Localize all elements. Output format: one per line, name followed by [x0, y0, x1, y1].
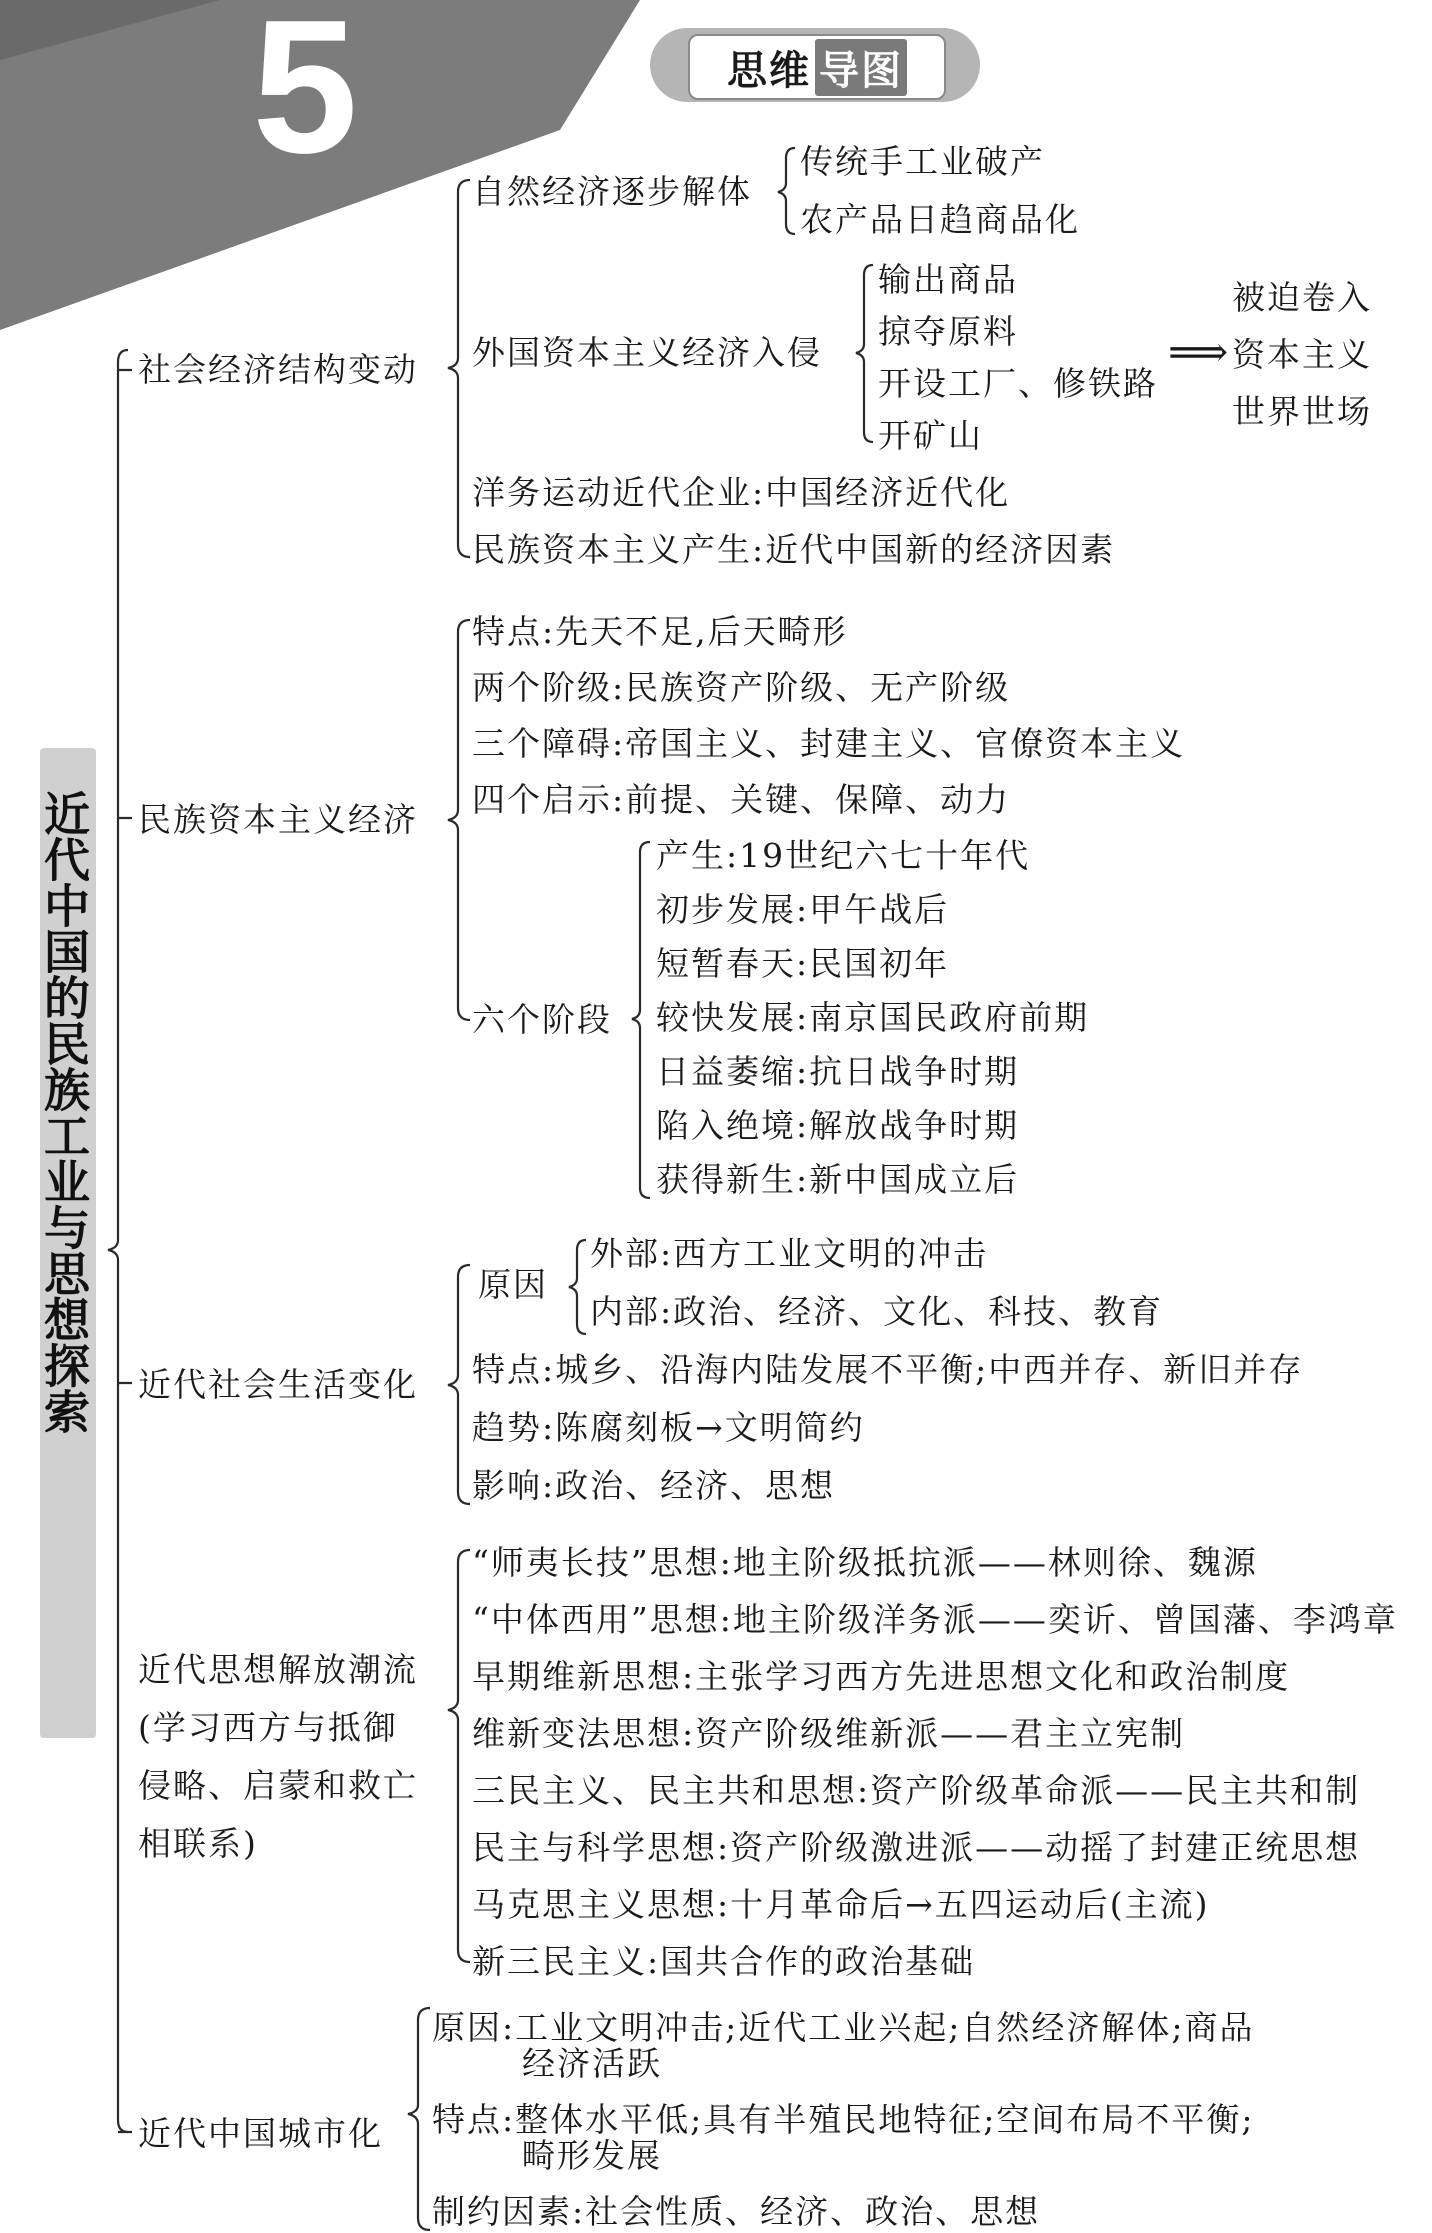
stage-item: 日益萎缩:抗日战争时期 — [656, 1052, 1020, 1091]
brace-causes — [569, 1240, 586, 1334]
stage-item: 初步发展:甲午战后 — [656, 890, 950, 929]
topic3-line: 特点:城乡、沿海内陆发展不平衡;中西并存、新旧并存 — [472, 1350, 1304, 1389]
topic4-line: 新三民主义:国共合作的政治基础 — [472, 1942, 976, 1981]
badge-text-part1: 思维 — [727, 47, 811, 94]
result-line: 世界世场 — [1232, 392, 1372, 431]
topic4-line: “师夷长技”思想:地主阶级抵抗派——林则徐、魏源 — [472, 1543, 1258, 1582]
topic4-label: 近代思想解放潮流 — [138, 1650, 418, 1689]
topic4-line: “中体西用”思想:地主阶级洋务派——奕䜣、曾国藩、李鸿章 — [472, 1600, 1398, 1639]
brace-natural — [778, 148, 795, 234]
topic5-label: 近代中国城市化 — [138, 2114, 383, 2153]
topic5-feature-cont: 畸形发展 — [522, 2136, 662, 2175]
cause-item: 外部:西方工业文明的冲击 — [590, 1234, 989, 1273]
side-title: 近代中国的民族工业与思想探索 — [37, 790, 91, 1434]
topic2-line: 两个阶级:民族资产阶级、无产阶级 — [472, 668, 1011, 707]
brace-topic2 — [448, 620, 470, 1020]
natural-item: 传统手工业破产 — [800, 142, 1045, 181]
natural-item: 农产品日趋商品化 — [800, 200, 1080, 239]
topic4-line: 维新变法思想:资产阶级维新派——君主立宪制 — [472, 1714, 1186, 1753]
topic4-label: 侵略、启蒙和救亡 — [138, 1766, 418, 1805]
topic2-line: 四个启示:前提、关键、保障、动力 — [472, 780, 1011, 819]
stage-item: 获得新生:新中国成立后 — [656, 1160, 1020, 1199]
stage-item: 陷入绝境:解放战争时期 — [656, 1106, 1020, 1145]
topic5-feature: 特点:整体水平低;具有半殖民地特征;空间布局不平衡; — [432, 2100, 1255, 2139]
foreign-item: 开设工厂、修铁路 — [878, 364, 1158, 403]
foreign-invasion-label: 外国资本主义经济入侵 — [472, 333, 822, 372]
topic1-label: 社会经济结构变动 — [138, 350, 418, 389]
topic4-line: 马克思主义思想:十月革命后→五四运动后(主流) — [472, 1885, 1210, 1924]
topic4-label: 相联系) — [138, 1824, 258, 1863]
foreign-item: 开矿山 — [878, 416, 983, 455]
topic1-line: 洋务运动近代企业:中国经济近代化 — [472, 473, 1011, 512]
brace-stages — [632, 842, 650, 1198]
foreign-item: 掠夺原料 — [878, 312, 1018, 351]
topic4-label: (学习西方与抵御 — [138, 1708, 398, 1747]
foreign-item: 输出商品 — [878, 260, 1018, 299]
mind-map-badge — [688, 34, 946, 100]
topic2-label: 民族资本主义经济 — [138, 800, 418, 839]
badge-text-part2: 导图 — [815, 39, 907, 96]
double-arrow-icon: ⟹ — [1168, 327, 1231, 376]
stage-item: 短暂春天:民国初年 — [656, 944, 950, 983]
cause-item: 内部:政治、经济、文化、科技、教育 — [590, 1292, 1164, 1331]
stages-label: 六个阶段 — [472, 1000, 612, 1039]
topic4-line: 早期维新思想:主张学习西方先进思想文化和政治制度 — [472, 1657, 1291, 1696]
topic5-limit: 制约因素:社会性质、经济、政治、思想 — [432, 2192, 1041, 2231]
topic3-line: 趋势:陈腐刻板→文明简约 — [472, 1408, 865, 1447]
topic3-label: 近代社会生活变化 — [138, 1365, 418, 1404]
brace-topic3 — [448, 1265, 470, 1504]
stage-item: 产生:19世纪六七十年代 — [656, 836, 1031, 875]
brace-topic5 — [408, 2008, 430, 2230]
topic4-line: 民主与科学思想:资产阶级激进派——动摇了封建正统思想 — [472, 1828, 1361, 1867]
topic4-line: 三民主义、民主共和思想:资产阶级革命派——民主共和制 — [472, 1771, 1361, 1810]
topic1-line: 民族资本主义产生:近代中国新的经济因素 — [472, 530, 1116, 569]
natural-economy-label: 自然经济逐步解体 — [472, 172, 752, 211]
topic2-line: 特点:先天不足,后天畸形 — [472, 612, 848, 651]
topic2-line: 三个障碍:帝国主义、封建主义、官僚资本主义 — [472, 724, 1186, 763]
topic5-cause-cont: 经济活跃 — [522, 2044, 662, 2083]
trunk-ticks — [118, 370, 132, 2132]
result-line: 资本主义 — [1232, 335, 1372, 374]
topic5-cause: 原因:工业文明冲击;近代工业兴起;自然经济解体;商品 — [432, 2008, 1255, 2047]
result-line: 被迫卷入 — [1232, 278, 1372, 317]
brace-topic4 — [448, 1550, 470, 1962]
chapter-number: 5 — [252, 0, 358, 193]
stage-item: 较快发展:南京国民政府前期 — [656, 998, 1090, 1037]
topic3-line: 影响:政治、经济、思想 — [472, 1466, 836, 1505]
causes-label: 原因 — [478, 1265, 548, 1304]
trunk-brace — [108, 350, 128, 2132]
brace-topic1 — [448, 180, 470, 557]
brace-foreign — [856, 265, 873, 442]
